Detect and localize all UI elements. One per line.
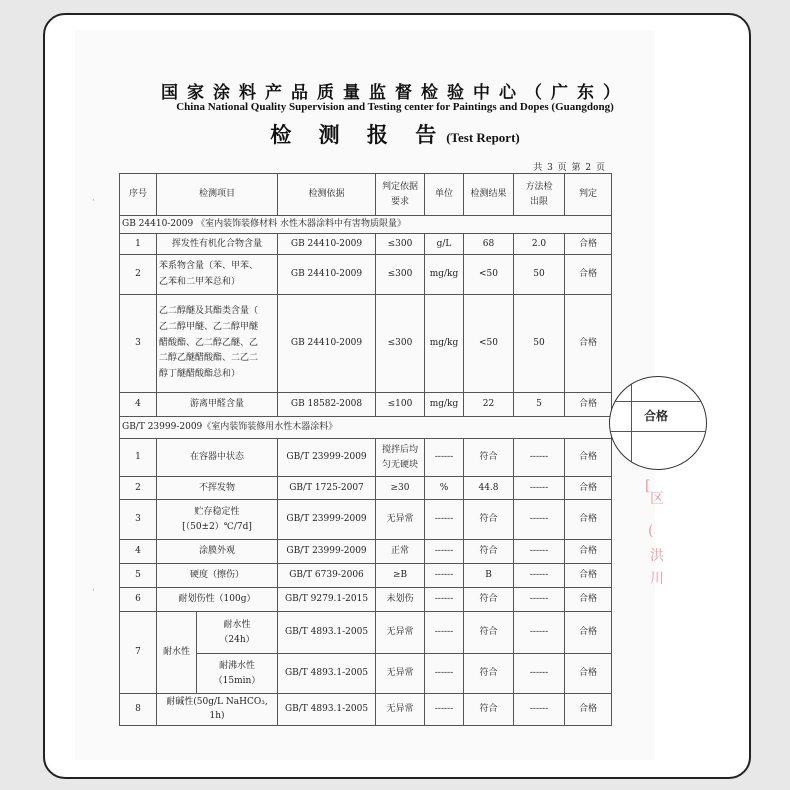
table-row: 3 乙二醇醚及其酯类含量（ 乙二醇甲醚、乙二醇甲醚 醋酸酯、乙二醇乙醚、乙 二醇乙醚醋酸酯、二乙二 醇丁醚醋酸酯总和） GB 24410-2009 ≤300 mg/kg <50 50 合格 — [120, 295, 612, 393]
paper-mark: · — [92, 586, 95, 596]
table-row: 6 耐划伤性（100g） GB/T 9279.1-2015 未划伤 ------ 符合 ------ 合格 — [120, 588, 612, 612]
magnifier-gridline — [631, 377, 632, 469]
table-row: 5 硬度（擦伤） GB/T 6739-2006 ≥B ------ B ------ 合格 — [120, 564, 612, 588]
table-row: 1 挥发性有机化合物含量 GB 24410-2009 ≤300 g/L 68 2.0 合格 — [120, 234, 612, 255]
table-row: 3 贮存稳定性 [（50±2）℃/7d] GB/T 23999-2009 无异常 ------ 符合 ------ 合格 — [120, 500, 612, 540]
report-title-cn: 检 测 报 告 — [270, 122, 447, 147]
table-row: 2 苯系物含量（苯、甲苯、 乙苯和二甲苯总和） GB 24410-2009 ≤300 mg/kg <50 50 合格 — [120, 255, 612, 295]
section-title-1: GB 24410-2009 《室内装饰装修材料 水性木器涂料中有害物质限量》 — [120, 216, 612, 234]
magnifier-gridline — [610, 431, 706, 432]
section-title-2: GB/T 23999-2009《室内装饰装修用水性木器涂料》 — [120, 417, 612, 439]
page-info: 共 3 页 第 2 页 — [533, 163, 606, 173]
table-row: 4 涂膜外观 GB/T 23999-2009 正常 ------ 符合 ------ 合格 — [120, 540, 612, 564]
org-name-cn: 国家涂料产品质量监督检验中心（广东） — [161, 83, 629, 103]
section-row — [120, 216, 612, 234]
magnifier-verdict: 合格 — [644, 409, 669, 423]
section-row — [120, 417, 612, 439]
seal-stamp: [ — [645, 478, 651, 494]
seal-stamp: 洪 — [650, 548, 664, 564]
col-header-item: 检测项目 — [157, 174, 278, 216]
magnifier-callout — [609, 376, 707, 470]
col-header-result: 检测结果 — [464, 174, 514, 216]
table-row: 7 耐水性 耐水性 （24h） GB/T 4893.1-2005 无异常 ------ 符合 ------ 合格 — [120, 612, 612, 654]
col-header-requirement: 判定依据 要求 — [376, 174, 425, 216]
magnifier-gridline — [610, 401, 706, 402]
table-row: 2 不挥发物 GB/T 1725-2007 ≥30 % 44.8 ------ 合格 — [120, 477, 612, 500]
org-name-en: China National Quality Supervision and Testing center for Paintings and Dopes (Guangdong) — [176, 101, 614, 113]
col-header-basis: 检测依据 — [278, 174, 376, 216]
paper-mark: · — [92, 196, 95, 206]
report-title — [0, 119, 790, 149]
col-header-no: 序号 — [120, 174, 157, 216]
seal-stamp: ( — [648, 523, 654, 539]
seal-stamp: 区 — [650, 491, 664, 507]
table-header-row — [120, 174, 612, 216]
report-title-en: (Test Report) — [446, 130, 520, 145]
col-header-unit: 单位 — [425, 174, 464, 216]
table-row: 1 在容器中状态 GB/T 23999-2009 搅拌后均 匀无硬块 ------ 符合 ------ 合格 — [120, 439, 612, 477]
table-row: 4 游离甲醛含量 GB 18582-2008 ≤100 mg/kg 22 5 合格 — [120, 393, 612, 417]
col-header-limit: 方法检 出限 — [514, 174, 565, 216]
seal-stamp: 川 — [650, 571, 664, 587]
table-row: 8 耐碱性(50g/L NaHCO₃, 1h) GB/T 4893.1-2005 无异常 ------ 符合 ------ 合格 — [120, 694, 612, 726]
report-table — [119, 173, 612, 726]
table-row: 耐沸水性 （15min） GB/T 4893.1-2005 无异常 ------ 符合 ------ 合格 — [120, 654, 612, 694]
col-header-verdict: 判定 — [565, 174, 612, 216]
